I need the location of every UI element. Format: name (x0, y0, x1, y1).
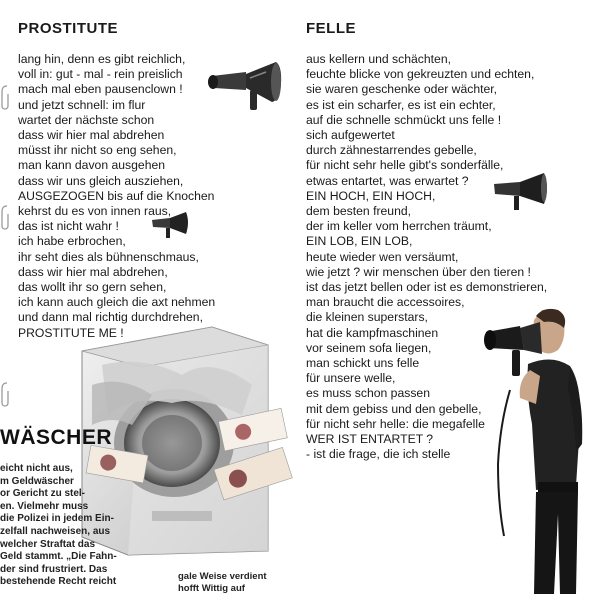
lyric-line: der im keller vom herrchen träumt, (306, 219, 492, 234)
clipping-line: bestehende Recht reicht (0, 576, 117, 588)
lyric-line: für unsere welle, (306, 371, 396, 386)
megaphone-icon (206, 56, 282, 114)
clipping-line: der sind frustriert. Das (0, 563, 108, 575)
lyric-line: - ist die frage, die ich stelle (306, 447, 451, 462)
lyric-line: und dann mal richtig durchdrehen, (18, 310, 203, 325)
lyric-line: und jetzt schnell: im flur (18, 97, 146, 112)
lyric-line: wie jetzt ? wir menschen über den tieren ! (306, 264, 531, 279)
clipping-line: hofft Wittig auf (178, 583, 245, 594)
lyric-line: dass wir hier mal abdrehen (18, 128, 165, 143)
lyric-line: ihr seht dies als bühnenschmaus, (18, 249, 199, 264)
clipping-line: die Polizei in jedem Ein- (0, 513, 114, 525)
lyric-line: dem besten freund, (306, 204, 412, 219)
lyric-line: mit dem gebiss und den gebelle, (306, 401, 482, 416)
clipping-line: or Gericht zu stel- (0, 488, 86, 500)
lyric-line: heute wieder wen versäumt, (306, 249, 459, 264)
lyric-line: es ist ein scharfer, es ist ein echter, (306, 97, 496, 112)
lyric-line: für nicht sehr helle: die megafelle (306, 416, 485, 431)
lyric-line: hat die kampfmaschinen (306, 325, 439, 340)
clipping-line: welcher Straftat das (0, 538, 96, 550)
left-lyrics (18, 52, 215, 341)
lyric-line: die kleinen superstars, (306, 310, 428, 325)
lyric-line: WER IST ENTARTET ? (306, 432, 434, 447)
lyric-line: EIN LOB, EIN LOB, (306, 234, 413, 249)
lyric-line: lang hin, denn es gibt reichlich, (18, 52, 186, 66)
lyric-line: AUSGEZOGEN bis auf die Knochen (18, 188, 215, 203)
lyric-line: wartet der nächste schon (18, 112, 155, 127)
right-song-title: FELLE (306, 20, 356, 37)
lyric-line: ich habe erbrochen, (18, 234, 126, 249)
clipping-line: gale Weise verdient (178, 571, 267, 582)
paperclip-icon (0, 204, 10, 232)
clipping-headline: WÄSCHER (0, 426, 112, 449)
lyric-line: man kann davon ausgehen (18, 158, 166, 173)
clipping-line: m Geldwäscher (0, 475, 74, 487)
lyric-line: sie waren geschenke oder wächter, (306, 82, 498, 97)
lyric-line: man schickt uns felle (306, 356, 420, 371)
lyric-line: es muss schon passen (306, 386, 430, 401)
clipping-line: eicht nicht aus, (0, 463, 73, 474)
clipping-line: en. Vielmehr muss (0, 500, 89, 512)
clipping-body (0, 463, 117, 589)
lyric-line: das wollt ihr so gern sehen, (18, 280, 167, 295)
lyric-line: PROSTITUTE ME ! (18, 325, 124, 340)
lyric-line: etwas entartet, was erwartet ? (306, 173, 469, 188)
paperclip-icon (0, 84, 10, 112)
lyric-line: vor seinem sofa liegen, (306, 340, 432, 355)
lyric-line: aus kellern und schächten, (306, 52, 451, 66)
lyric-line: man braucht die accessoires, (306, 295, 465, 310)
person-with-megaphone-image (484, 304, 588, 596)
lyric-line: durch zähnestarrendes gebelle, (306, 143, 477, 158)
clipping-line: zelfall nachweisen, aus (0, 525, 111, 537)
lyric-line: dass wir hier mal abdrehen, (18, 264, 168, 279)
lyric-line: das ist nicht wahr ! (18, 219, 119, 234)
lyric-line: ist das jetzt bellen oder ist es demonstrieren, (306, 280, 548, 295)
left-song-title: PROSTITUTE (18, 20, 119, 37)
lyric-line: für nicht sehr helle gibt's sonderfälle, (306, 158, 504, 173)
clipping-line: Geld stammt. „Die Fahn- (0, 551, 117, 563)
lyric-line: mach mal eben pausenclown ! (18, 82, 183, 97)
lyric-line: kehrst du es von innen raus, (18, 204, 172, 219)
lyric-line: auf die schnelle schmückt uns felle ! (306, 112, 502, 127)
lyric-line: EIN HOCH, EIN HOCH, (306, 188, 436, 203)
paperclip-icon (0, 381, 10, 409)
lyric-line: dass wir uns gleich ausziehen, (18, 173, 184, 188)
lyric-line: sich aufgewertet (306, 128, 395, 143)
megaphone-icon (492, 170, 550, 212)
lyric-line: ich kann auch gleich die axt nehmen (18, 295, 216, 310)
clipping-footer (178, 571, 267, 595)
megaphone-icon (150, 210, 190, 240)
lyric-line: voll in: gut - mal - rein preislich (18, 67, 183, 82)
lyric-line: feuchte blicke von gekreuzten und echten, (306, 67, 535, 82)
lyric-line: müsst ihr nicht so eng sehen, (18, 143, 177, 158)
